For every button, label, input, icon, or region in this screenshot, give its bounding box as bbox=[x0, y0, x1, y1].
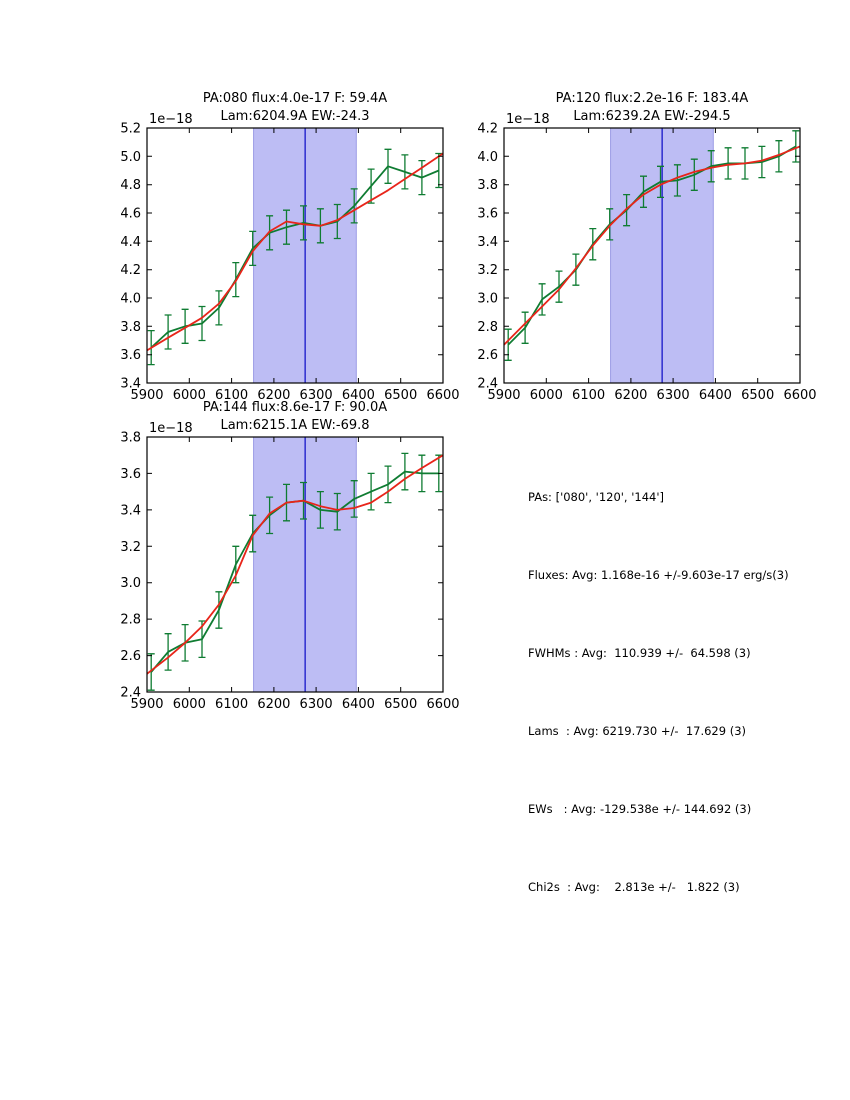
x-tick-label: 6400 bbox=[698, 388, 732, 403]
x-tick-label: 6300 bbox=[299, 388, 333, 403]
summary-line-chi2s: Chi2s : Avg: 2.813e +/- 1.822 (3) bbox=[528, 880, 740, 894]
y-tick-label: 5.0 bbox=[120, 149, 141, 165]
y-tick-label: 3.6 bbox=[120, 466, 141, 482]
x-tick-label: 6400 bbox=[341, 697, 375, 712]
x-tick-label: 6400 bbox=[341, 388, 375, 403]
y-tick-label: 3.8 bbox=[120, 319, 141, 335]
y-tick-label: 4.8 bbox=[120, 178, 141, 194]
plot-title-line1: PA:080 flux:4.0e-17 F: 59.4A bbox=[202, 91, 388, 106]
summary-line-fluxes: Fluxes: Avg: 1.168e-16 +/-9.603e-17 erg/s(3) bbox=[528, 568, 789, 582]
y-tick-label: 2.8 bbox=[120, 612, 141, 628]
y-tick-label: 3.0 bbox=[120, 576, 141, 592]
y-tick-label: 4.2 bbox=[120, 263, 141, 279]
plot-title-line2: Lam:6204.9A EW:-24.3 bbox=[220, 109, 370, 124]
y-tick-label: 5.2 bbox=[120, 121, 141, 137]
x-tick-label: 6200 bbox=[614, 388, 648, 403]
summary-line-fwhms: FWHMs : Avg: 110.939 +/- 64.598 (3) bbox=[528, 646, 751, 660]
y-tick-label: 3.6 bbox=[477, 206, 498, 222]
x-tick-label: 6200 bbox=[257, 697, 291, 712]
x-tick-label: 6000 bbox=[529, 388, 563, 403]
y-axis-offset-label: 1e−18 bbox=[149, 421, 193, 436]
x-tick-label: 6300 bbox=[656, 388, 690, 403]
y-tick-label: 3.4 bbox=[477, 234, 498, 250]
summary-line-ews: EWs : Avg: -129.538e +/- 144.692 (3) bbox=[528, 802, 752, 816]
x-tick-label: 5900 bbox=[487, 388, 521, 403]
y-tick-label: 4.2 bbox=[477, 121, 498, 137]
summary-line-lams: Lams : Avg: 6219.730 +/- 17.629 (3) bbox=[528, 724, 747, 738]
plot-title-line1: PA:120 flux:2.2e-16 F: 183.4A bbox=[555, 91, 749, 106]
summary-line-pas: PAs: ['080', '120', '144'] bbox=[528, 490, 665, 504]
y-tick-label: 4.4 bbox=[120, 234, 141, 250]
x-tick-label: 6500 bbox=[741, 388, 775, 403]
x-tick-label: 6600 bbox=[426, 697, 460, 712]
y-tick-label: 3.6 bbox=[120, 348, 141, 364]
y-tick-label: 3.2 bbox=[120, 539, 141, 555]
y-axis-offset-label: 1e−18 bbox=[506, 112, 550, 127]
x-tick-label: 6600 bbox=[426, 388, 460, 403]
summary-panel bbox=[528, 432, 789, 952]
y-tick-label: 3.0 bbox=[477, 291, 498, 307]
plot-svg bbox=[457, 84, 839, 416]
y-tick-label: 2.6 bbox=[477, 348, 498, 364]
y-tick-label: 4.0 bbox=[477, 149, 498, 165]
y-tick-label: 3.2 bbox=[477, 263, 498, 279]
y-tick-label: 2.4 bbox=[120, 685, 141, 701]
x-tick-label: 6100 bbox=[572, 388, 606, 403]
spectrum-plot-pa120 bbox=[457, 84, 839, 416]
plot-svg bbox=[100, 393, 482, 725]
y-axis-offset-label: 1e−18 bbox=[149, 112, 193, 127]
x-tick-label: 6600 bbox=[783, 388, 817, 403]
plot-svg bbox=[100, 84, 482, 416]
x-tick-label: 6000 bbox=[172, 697, 206, 712]
y-tick-label: 3.8 bbox=[477, 178, 498, 194]
x-tick-label: 6100 bbox=[215, 388, 249, 403]
y-tick-label: 4.6 bbox=[120, 206, 141, 222]
y-tick-label: 3.4 bbox=[120, 376, 141, 392]
y-tick-label: 3.4 bbox=[120, 503, 141, 519]
x-tick-label: 6200 bbox=[257, 388, 291, 403]
x-tick-label: 6500 bbox=[384, 697, 418, 712]
x-tick-label: 6000 bbox=[172, 388, 206, 403]
plot-title-line2: Lam:6215.1A EW:-69.8 bbox=[220, 418, 370, 433]
x-tick-label: 5900 bbox=[130, 388, 164, 403]
y-tick-label: 2.4 bbox=[477, 376, 498, 392]
plot-title-line2: Lam:6239.2A EW:-294.5 bbox=[573, 109, 731, 124]
spectrum-plot-pa080 bbox=[100, 84, 482, 416]
y-tick-label: 4.0 bbox=[120, 291, 141, 307]
y-tick-label: 2.6 bbox=[120, 649, 141, 665]
x-tick-label: 6500 bbox=[384, 388, 418, 403]
y-tick-label: 3.8 bbox=[120, 430, 141, 446]
plot-title-line1: PA:144 flux:8.6e-17 F: 90.0A bbox=[202, 400, 388, 415]
x-tick-label: 6300 bbox=[299, 697, 333, 712]
x-tick-label: 5900 bbox=[130, 697, 164, 712]
spectrum-plot-pa144 bbox=[100, 393, 482, 725]
y-tick-label: 2.8 bbox=[477, 319, 498, 335]
x-tick-label: 6100 bbox=[215, 697, 249, 712]
